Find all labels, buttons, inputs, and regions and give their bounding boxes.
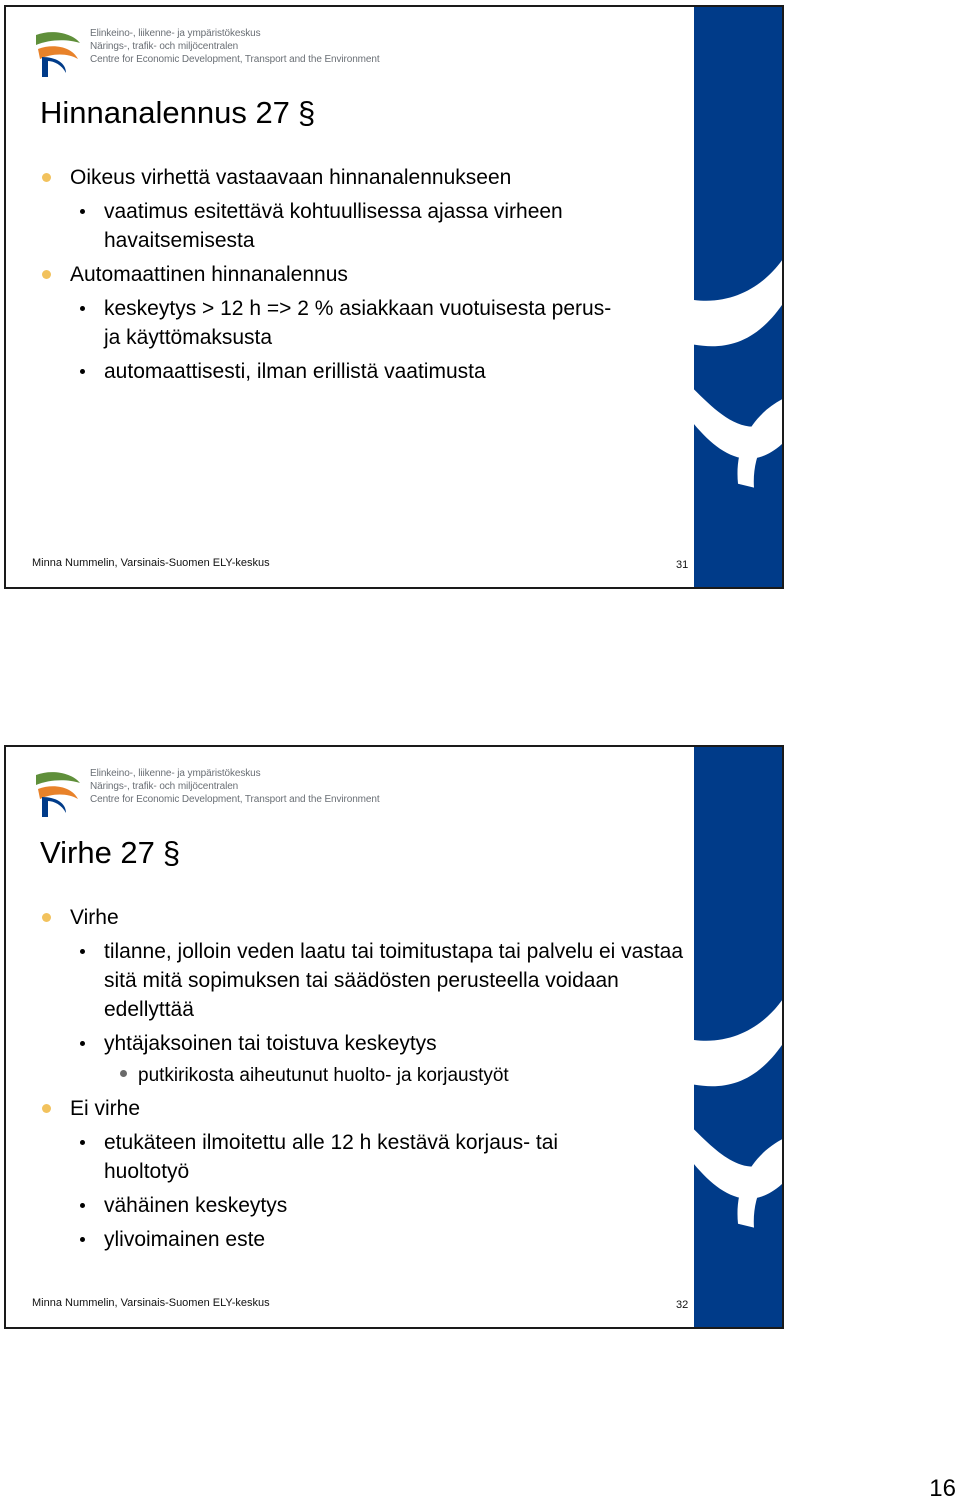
sub-bullet-item: etukäteen ilmoitettu alle 12 h kestävä korjaus- tai huoltotyö xyxy=(40,1128,690,1186)
ely-logo xyxy=(32,767,380,822)
bullet-dot-icon xyxy=(80,209,85,214)
bullet-dot-icon xyxy=(42,173,51,182)
slide-footer: Minna Nummelin, Varsinais-Suomen ELY-keskus xyxy=(32,1297,270,1309)
bullet-item: Virhe xyxy=(40,903,690,932)
slide-title-text: Virhe 27 xyxy=(40,835,155,870)
bullet-dot-icon xyxy=(80,1140,85,1145)
slide-bullets xyxy=(40,163,690,391)
logo-line-sv: Närings-, trafik- och miljöcentralen xyxy=(90,41,239,52)
bullet-dot-icon xyxy=(80,306,85,311)
logo-line-sv: Närings-, trafik- och miljöcentralen xyxy=(90,781,239,792)
bullet-dot-icon xyxy=(80,1041,85,1046)
slide-title xyxy=(40,95,315,131)
sub-bullet-item: keskeytys > 12 h => 2 % asiakkaan vuotuisesta perus- ja käyttömaksusta xyxy=(40,294,690,352)
section-sign: § xyxy=(297,95,316,130)
slide-title-text: Hinnanalennus 27 xyxy=(40,95,290,130)
ely-emblem-icon xyxy=(32,27,84,79)
bullet-item: Ei virhe xyxy=(40,1094,690,1123)
slide-page-number: 31 xyxy=(676,559,689,571)
bullet-item: Oikeus virhettä vastaavaan hinnanalennukseen xyxy=(40,163,690,192)
slide-bullets xyxy=(40,903,690,1259)
section-sign: § xyxy=(162,835,181,870)
slide-decoration-band xyxy=(694,747,782,1327)
slide-32 xyxy=(4,745,784,1329)
ely-logo xyxy=(32,27,380,82)
bullet-dot-icon xyxy=(80,1237,85,1242)
sub-bullet-item: vaatimus esitettävä kohtuullisessa ajassa virheen havaitsemisesta xyxy=(40,197,690,255)
logo-line-fi: Elinkeino-, liikenne- ja ympäristökeskus xyxy=(90,28,261,39)
sub-bullet-item: automaattisesti, ilman erillistä vaatimusta xyxy=(40,357,690,386)
logo-line-fi: Elinkeino-, liikenne- ja ympäristökeskus xyxy=(90,768,261,779)
sub-bullet-item: tilanne, jolloin veden laatu tai toimitustapa tai palvelu ei vastaa sitä mitä sopimuksen tai säädösten perusteella voidaan edellyttää xyxy=(40,937,690,1024)
bullet-dot-icon xyxy=(80,949,85,954)
slide-page-number: 32 xyxy=(676,1299,689,1311)
bullet-dot-icon xyxy=(120,1070,127,1077)
bullet-dot-icon xyxy=(80,369,85,374)
slide-footer: Minna Nummelin, Varsinais-Suomen ELY-keskus xyxy=(32,557,270,569)
bullet-dot-icon xyxy=(42,270,51,279)
slide-title xyxy=(40,835,180,871)
sheet-page-number: 16 xyxy=(929,1475,956,1502)
sub-sub-bullet-item: putkirikosta aiheutunut huolto- ja korjaustyöt xyxy=(40,1063,690,1089)
slide-31 xyxy=(4,5,784,589)
bullet-dot-icon xyxy=(80,1203,85,1208)
ely-emblem-icon xyxy=(32,767,84,819)
bullet-item: Automaattinen hinnanalennus xyxy=(40,260,690,289)
sub-bullet-item: ylivoimainen este xyxy=(40,1225,690,1254)
sub-bullet-item: vähäinen keskeytys xyxy=(40,1191,690,1220)
bullet-dot-icon xyxy=(42,913,51,922)
logo-line-en: Centre for Economic Development, Transport and the Environment xyxy=(90,794,380,805)
bullet-dot-icon xyxy=(42,1104,51,1113)
slide-decoration-band xyxy=(694,7,782,587)
logo-line-en: Centre for Economic Development, Transport and the Environment xyxy=(90,54,380,65)
sub-bullet-item: yhtäjaksoinen tai toistuva keskeytys xyxy=(40,1029,690,1058)
